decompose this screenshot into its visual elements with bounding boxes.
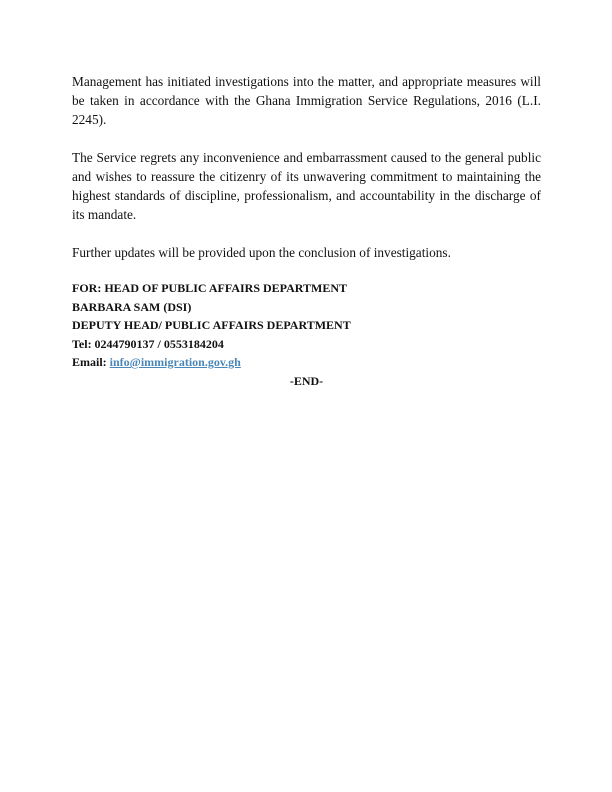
end-marker: -END- bbox=[289, 373, 324, 388]
signature-for-line: FOR: HEAD OF PUBLIC AFFAIRS DEPARTMENT bbox=[72, 281, 348, 295]
signature-tel: Tel: 0244790137 / 0553184204 bbox=[72, 336, 224, 351]
document-page bbox=[72, 72, 541, 390]
email-label: Email: bbox=[72, 355, 107, 369]
signature-title: DEPUTY HEAD/ PUBLIC AFFAIRS DEPARTMENT bbox=[72, 318, 351, 332]
paragraph-investigation: Management has initiated investigations into the matter, and appropriate measures will be taken in accordance with the Ghana Immigration Service Regulations, 2016 (L.I. 2245). bbox=[72, 74, 541, 127]
signature-block bbox=[72, 279, 541, 390]
email-link[interactable]: info@immigration.gov.gh bbox=[109, 355, 241, 369]
signature-email-row bbox=[72, 353, 541, 372]
paragraph-updates: Further updates will be provided upon the conclusion of investigations. bbox=[72, 245, 451, 260]
signature-name: BARBARA SAM (DSI) bbox=[72, 299, 192, 314]
paragraph-apology: The Service regrets any inconvenience and embarrassment caused to the general public and wishes to reassure the citizenry of its unwavering commitment to maintaining the highest standards of discipline, professionalism, and accountability in the discharge of its mandate. bbox=[72, 150, 541, 222]
